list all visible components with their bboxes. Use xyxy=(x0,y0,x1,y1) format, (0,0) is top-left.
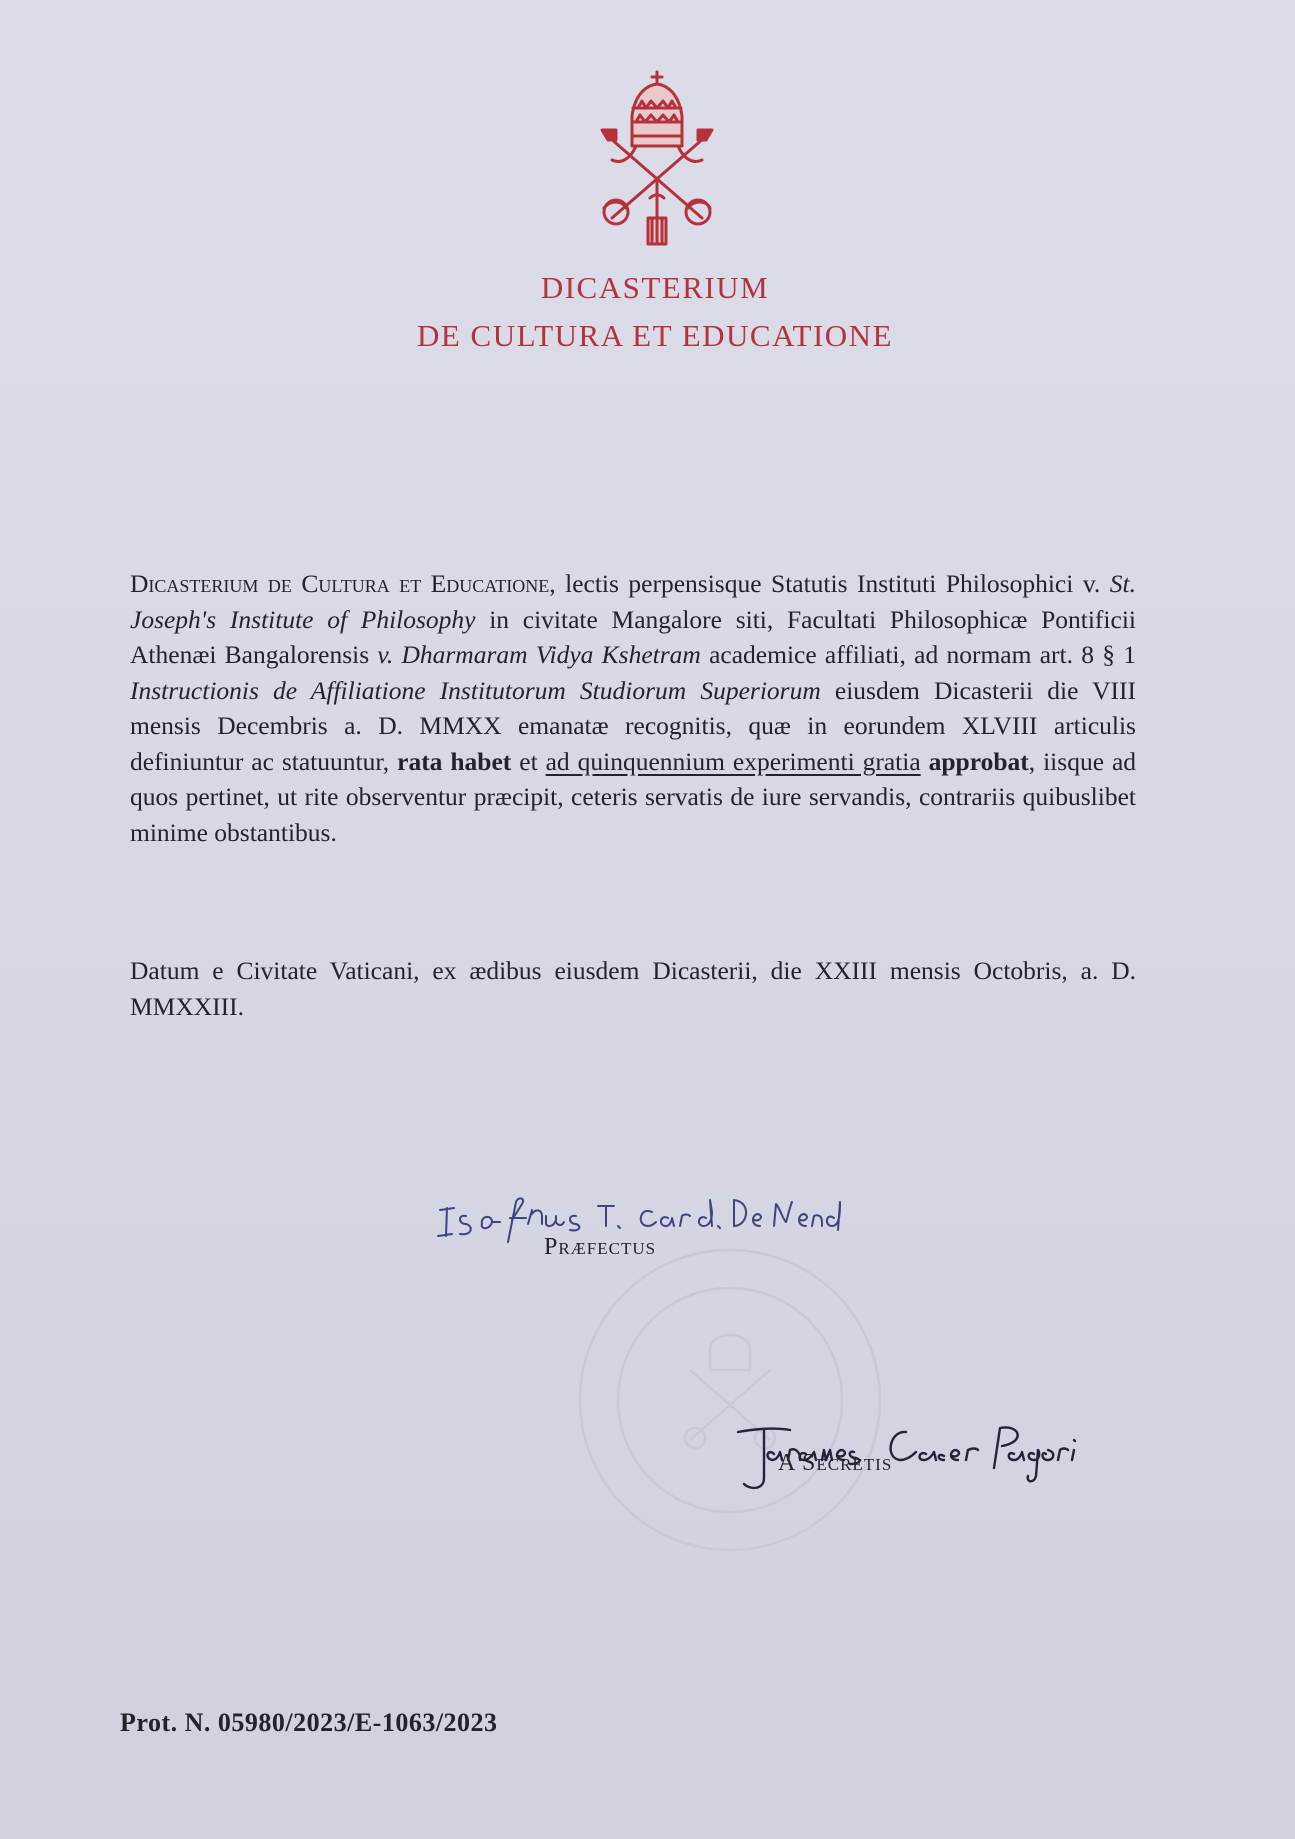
prefect-title: Præfectus xyxy=(544,1234,657,1260)
decree-date: Datum e Civitate Vaticani, ex ædibus eiusdem Dicasterii, die XXIII mensis Octobris, a. D. MMXXIII. xyxy=(130,956,1136,1021)
protocol-number: Prot. N. 05980/2023/E-1063/2023 xyxy=(120,1708,498,1737)
decree-body xyxy=(130,566,1136,850)
decree-text-segment: , lectis perpensisque Statutis Instituti Philosophici v. xyxy=(549,569,1110,598)
decree-emphasis: approbat xyxy=(928,746,1029,776)
secretary-title: A Secretis xyxy=(778,1450,893,1476)
secretary-signature xyxy=(730,1398,1080,1498)
decree-subject: Dicasterium de Cultura et Educatione xyxy=(130,569,550,598)
institute-name: St. Joseph's Institute of Philosophy xyxy=(130,569,1136,634)
decree-emphasis: rata habet xyxy=(397,746,512,776)
decree-text-segment: eiusdem Dicasterii die VIII mensis Decembris a. D. MMXX emanatæ recognitis, quæ in eorundem XLVIII articulis definiuntur ac statuuntur, xyxy=(130,675,1137,776)
approval-period: ad quinquennium experimenti gratia xyxy=(545,746,921,776)
decree-text-segment: academice affiliati, ad normam art. 8 § 1 xyxy=(700,640,1137,669)
decree-text-segment: in civitate Mangalore siti, Facultati Philosophicæ Pontificii Athenæi Bangalorensis xyxy=(130,604,1136,669)
decree-text-segment: et xyxy=(511,746,546,776)
papal-crest-icon xyxy=(582,68,732,246)
decree-text-segment xyxy=(921,747,929,776)
dicastery-name-line1: DICASTERIUM xyxy=(540,270,770,305)
instruction-title: Instructionis de Affiliatione Institutorum Studiorum Superiorum xyxy=(130,675,821,705)
faculty-name: v. Dharmaram Vidya Kshetram xyxy=(377,640,701,669)
dicastery-name-line2: DE CULTURA ET EDUCATIONE xyxy=(416,318,894,353)
decree-text-segment: , iisque ad quos pertinet, ut rite observentur præcipit, ceteris servatis de iure servandis, contrariis quibuslibet minime obstantibus. xyxy=(130,746,1137,847)
